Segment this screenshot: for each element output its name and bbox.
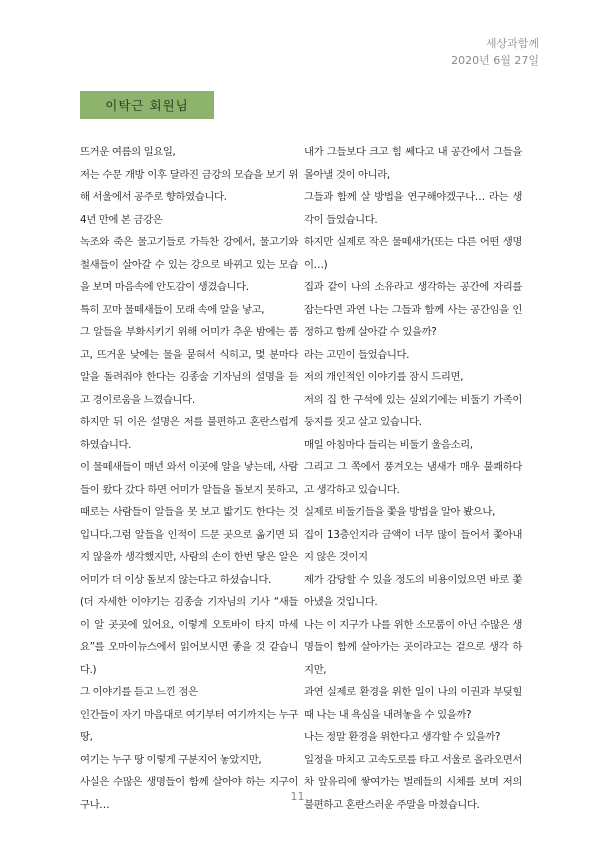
paragraph: 저의 집 한 구석에 있는 실외기에는 비둘기 가족이 둥지를 짓고 살고 있습니다. (304, 393, 522, 428)
paragraph: 저는 수문 개방 이후 달라진 금강의 모습을 보기 위해 서울에서 공주로 향하였습니다. (80, 168, 298, 203)
publication-date: 2020년 6월 27일 (451, 54, 539, 67)
paragraph: 제가 감당할 수 있을 정도의 비용이었으면 바로 쫓아냈을 것입니다. (304, 573, 522, 608)
paragraph: 하지만 뒤 이은 설명은 저를 불편하고 혼란스럽게 하였습니다. (80, 416, 298, 451)
paragraph: 집과 같이 나의 소유라고 생각하는 공간에 자리를 잡는다면 과연 나는 그들과 함께 사는 공간임을 인정하고 함께 살아갈 수 있을까? (304, 281, 522, 338)
article-column-right (304, 141, 522, 816)
paragraph: 그리고 그 쪽에서 풍겨오는 냄새가 매우 불쾌하다고 생각하고 있습니다. (304, 461, 522, 496)
paragraph: 저의 개인적인 이야기를 잠시 드리면, (304, 371, 464, 383)
paragraph: 집이 13층인지라 금액이 너무 많이 들어서 쫓아내지 않은 것이지 (304, 528, 522, 563)
paragraph: 일정을 마치고 고속도로를 타고 서울로 올라오면서 차 앞유리에 쌓여가는 벌레들의 시체를 보며 저의 불편하고 혼란스러운 주말을 마쳤습니다. (304, 753, 522, 811)
author-banner (80, 91, 214, 119)
paragraph: 매일 아침마다 들리는 비둘기 울음소리, (304, 438, 473, 451)
paragraph: 그 이야기를 듣고 느낀 점은 (80, 686, 198, 698)
publication-name: 세상과함께 (485, 37, 539, 50)
paragraph: 과연 실제로 환경을 위한 일이 나의 이권과 부딪힐 때 나는 내 욕심을 내려놓을 수 있을까? (304, 686, 522, 721)
paragraph: 내가 그들보다 크고 힘 쎄다고 내 공간에서 그들을 몰아낼 것이 아니라, (304, 146, 522, 181)
paragraph: 이 물떼새들이 매년 와서 이곳에 알을 낳는데, 사람들이 왔다 갔다 하면 어미가 알들을 돌보지 못하고, 때로는 사람들이 알들을 못 보고 밟기도 한다는 것입니다.그럼 알들을 인적이 드문 곳으로 옮기면 되지 않을까 생각했지만, 사람의 손이 한번 닿은 알은 어미가 더 이상 돌보지 않는다고 하셨습니다. (80, 461, 298, 586)
paragraph: 인간들이 자기 마음대로 여기부터 여기까지는 누구 땅, (80, 708, 298, 743)
paragraph: 실제로 비둘기들을 쫓을 방법을 알아 봤으나, (304, 506, 495, 518)
paragraph: (더 자세한 이야기는 김종술 기자님의 기사 “새들이 알 곳곳에 있어요, 이렇게 오토바이 타지 마세요”를 오마이뉴스에서 읽어보시면 좋을 것 같습니다.) (80, 596, 298, 676)
paragraph: 녹조와 죽은 물고기들로 가득찬 강에서, 물고기와 철새들이 살아갈 수 있는 강으로 바뀌고 있는 모습을 보며 마음속에 안도감이 생겼습니다. (80, 236, 298, 293)
paragraph: 하지만 실제로 작은 물떼새가(또는 다른 어떤 생명이…) (304, 236, 522, 271)
paragraph: 그 알들을 부화시키기 위해 어미가 추운 밤에는 품고, 뜨거운 낮에는 물을 묻혀서 식히고, 몇 분마다 알을 돌려줘야 한다는 김종술 기자님의 설명을 듣고 경이로움을 느꼈습니다. (80, 326, 298, 406)
paragraph: 특히 꼬마 물떼새들이 모래 속에 알을 낳고, (80, 303, 265, 316)
paragraph: 나는 정말 환경을 위한다고 생각할 수 있을까? (304, 731, 501, 743)
paragraph: 사실은 수많은 생명들이 함께 살아야 하는 지구이구나… (80, 776, 298, 811)
paragraph: 여기는 누구 땅 이렇게 구분지어 놓았지만, (80, 753, 262, 766)
paragraph: 나는 이 지구가 나를 위한 소모품이 아닌 수많은 생명들이 함께 살아가는 곳이라고는 겉으로 생각 하지만, (304, 618, 522, 676)
paragraph: 뜨거운 여름의 일요일, (80, 146, 176, 158)
page-number: 11 (290, 790, 305, 803)
paragraph: 4년 만에 본 금강은 (80, 213, 163, 226)
paragraph: 그들과 함께 살 방법을 연구해야겠구나… 라는 생각이 들었습니다. (304, 191, 522, 226)
page-header (451, 35, 539, 69)
paragraph: 라는 고민이 들었습니다. (304, 348, 410, 361)
article-column-left (80, 141, 298, 816)
author-name: 이탁근 회원님 (105, 98, 189, 113)
